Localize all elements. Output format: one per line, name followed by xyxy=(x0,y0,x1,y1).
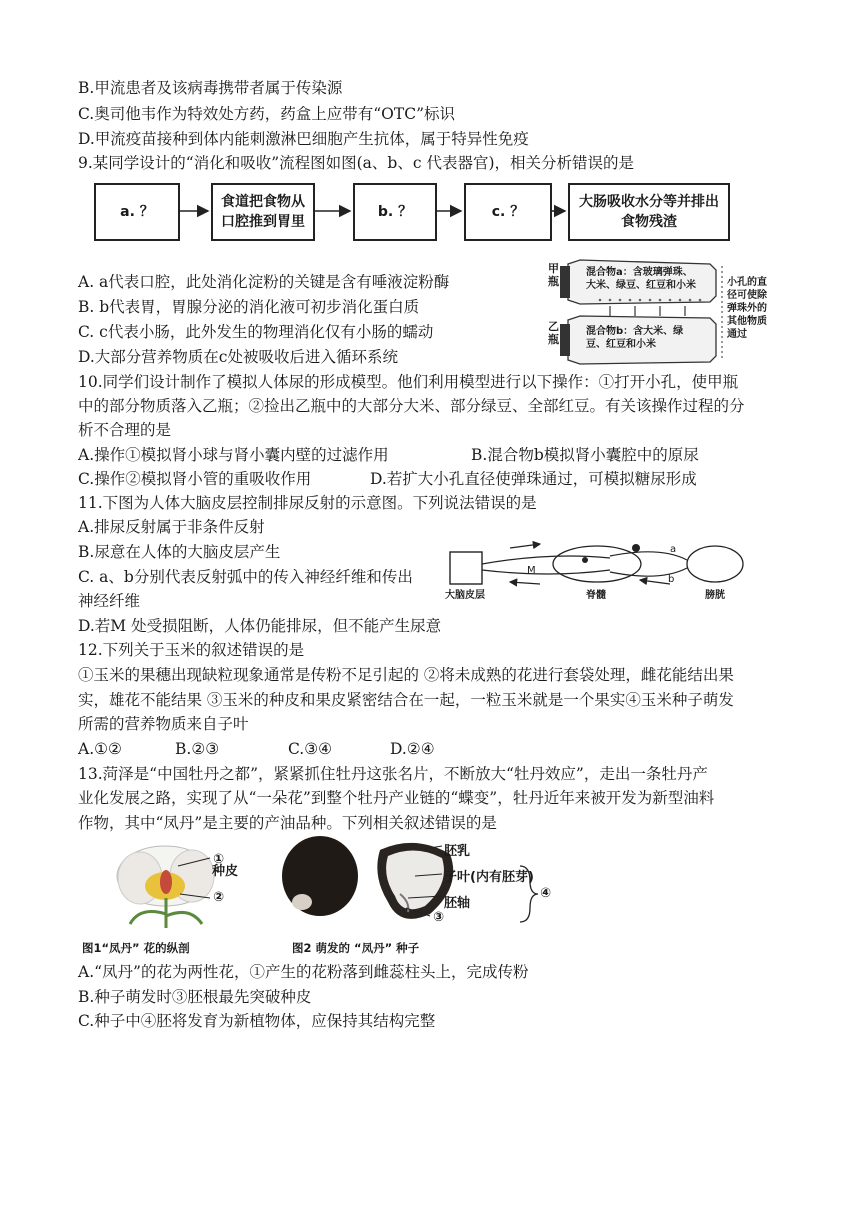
label-3: ③ xyxy=(433,910,445,925)
q9-stem: 9.某同学设计的“消化和吸收”流程图如图(a、b、c 代表器官)，相关分析错误的是 xyxy=(78,154,635,172)
point-m-label: M xyxy=(527,565,536,576)
q11-option-b: B.尿意在人体的大脑皮层产生 xyxy=(78,543,281,561)
q13-option-b: B.种子萌发时③胚根最先突破种皮 xyxy=(78,988,312,1006)
q11-option-c-line1: C. a、b分别代表反射弧中的传入神经纤维和传出 xyxy=(78,568,413,586)
q10-stem-line1: 10.同学们设计制作了模拟人体尿的形成模型。他们利用模型进行以下操作：①打开小孔，使甲瓶 xyxy=(78,373,739,391)
cortex-box xyxy=(450,552,482,584)
mixture-a-label: 混合物a：含玻璃弹珠、 大米、绿豆、红豆和小米 xyxy=(586,267,696,291)
q13-stem-line2: 业化发展之路，实现了从“一朵花”到整个牡丹产业链的“蝶变”，牡丹近年来被开发为新型油料 xyxy=(78,789,715,807)
cortex-label: 大脑皮层 xyxy=(445,590,485,601)
flow-box-b: b. ？ xyxy=(353,183,437,241)
q10-option-d: D.若扩大小孔直径使弹珠通过，可模拟糖尿形成 xyxy=(370,470,697,488)
q11-option-c-line2: 神经纤维 xyxy=(78,592,141,610)
endosperm-label: 胚乳 xyxy=(444,844,471,859)
bottle-yi-label: 乙瓶 xyxy=(548,320,559,346)
q12-option-a: A.①② xyxy=(78,740,122,758)
hole-note: 小孔的直 径可使除 弹珠外的 其他物质 通过 xyxy=(727,277,767,340)
q12-body-line1: ①玉米的果穗出现缺粒现象通常是传粉不足引起的 ②将未成熟的花进行套袋处理，雌花能结出果 xyxy=(78,666,734,684)
q10-option-c: C.操作②模拟肾小管的重吸收作用 xyxy=(78,470,312,488)
mixture-b-label: 混合物b：含大米、绿 豆、红豆和小米 xyxy=(586,326,684,350)
flow-box-c: c. ？ xyxy=(464,183,552,241)
seed-coat-illustration xyxy=(282,836,358,916)
fig2-caption: 图2 萌发的 “凤丹” 种子 xyxy=(292,941,420,955)
q9-option-c: C. c代表小肠，此外发生的物理消化仅有小肠的蠕动 xyxy=(78,323,434,341)
hypocotyl-label: 胚轴 xyxy=(444,896,471,911)
q12-body-line3: 所需的营养物质来自子叶 xyxy=(78,715,249,733)
q9-option-a: A. a代表口腔，此处消化淀粉的关键是含有唾液淀粉酶 xyxy=(78,273,450,291)
flow-box-esophagus: 食道把食物从 口腔推到胃里 xyxy=(211,183,315,241)
label-4: ④ xyxy=(540,886,552,901)
q9-option-d: D.大部分营养物质在c处被吸收后进入循环系统 xyxy=(78,348,398,366)
cotyledon-label: 子叶(内有胚芽) xyxy=(444,870,534,885)
q11-option-d: D.若M 处受损阻断，人体仍能排尿，但不能产生尿意 xyxy=(78,617,442,635)
q13-option-a: A.“凤丹”的花为两性花，①产生的花粉落到雌蕊柱头上，完成传粉 xyxy=(78,963,529,981)
q8-option-d: D.甲流疫苗接种到体内能刺激淋巴细胞产生抗体，属于特异性免疫 xyxy=(78,130,529,148)
nerve-b-label: b xyxy=(668,574,675,585)
q13-option-c: C.种子中④胚将发育为新植物体，应保持其结构完整 xyxy=(78,1012,436,1030)
q12-option-b: B.②③ xyxy=(175,740,220,758)
bladder-shape xyxy=(687,546,743,582)
flow-box-large-intestine: 大肠吸收水分等并排出 食物残渣 xyxy=(568,183,730,241)
seed-section-illustration xyxy=(377,843,453,919)
q13-stem-line3: 作物，其中“凤丹”是主要的产油品种。下列相关叙述错误的是 xyxy=(78,814,497,832)
q10-option-a: A.操作①模拟肾小球与肾小囊内壁的过滤作用 xyxy=(78,446,389,464)
spinal-cord-shape xyxy=(553,546,641,582)
peony-drawing xyxy=(70,836,570,936)
q13-stem-line1: 13.菏泽是“中国牡丹之都”，紧紧抓住牡丹这张名片，不断放大“牡丹效应”，走出一条牡丹产 xyxy=(78,765,708,783)
q9-option-b: B. b代表胃，胃腺分泌的消化液可初步消化蛋白质 xyxy=(78,298,420,316)
nerve-a-label: a xyxy=(670,544,677,555)
flow-arrows xyxy=(0,0,860,300)
seed-coat-label: 种皮 xyxy=(212,864,239,879)
q12-option-c: C.③④ xyxy=(288,740,333,758)
fig1-caption: 图1“凤丹” 花的纵剖 xyxy=(82,941,190,955)
q11-stem: 11.下图为人体大脑皮层控制排尿反射的示意图。下列说法错误的是 xyxy=(78,494,537,512)
flow-box-a: a. ？ xyxy=(94,183,180,241)
q10-option-b: B.混合物b模拟肾小囊腔中的原尿 xyxy=(471,446,699,464)
q10-stem-line3: 析不合理的是 xyxy=(78,421,172,439)
label-1: ① xyxy=(213,852,225,867)
q11-option-a: A.排尿反射属于非条件反射 xyxy=(78,518,265,536)
q8-option-c: C.奥司他韦作为特效处方药，药盒上应带有“OTC”标识 xyxy=(78,105,455,123)
bottle-jia-label: 甲瓶 xyxy=(548,262,559,288)
q8-option-b: B.甲流患者及该病毒携带者属于传染源 xyxy=(78,79,343,97)
bladder-label: 膀胱 xyxy=(705,590,725,601)
q12-stem: 12.下列关于玉米的叙述错误的是 xyxy=(78,641,305,659)
q12-body-line2: 实，雄花不能结果 ③玉米的种皮和果皮紧密结合在一起，一粒玉米就是一个果实④玉米种子萌发 xyxy=(78,691,734,709)
peony-flower-illustration xyxy=(117,846,214,928)
spinal-label: 脊髓 xyxy=(586,590,606,601)
q12-option-d: D.②④ xyxy=(390,740,435,758)
q10-stem-line2: 中的部分物质落入乙瓶；②捡出乙瓶中的大部分大米、部分绿豆、全部红豆。有关该操作过程的分 xyxy=(78,397,745,415)
label-2: ② xyxy=(213,890,225,905)
